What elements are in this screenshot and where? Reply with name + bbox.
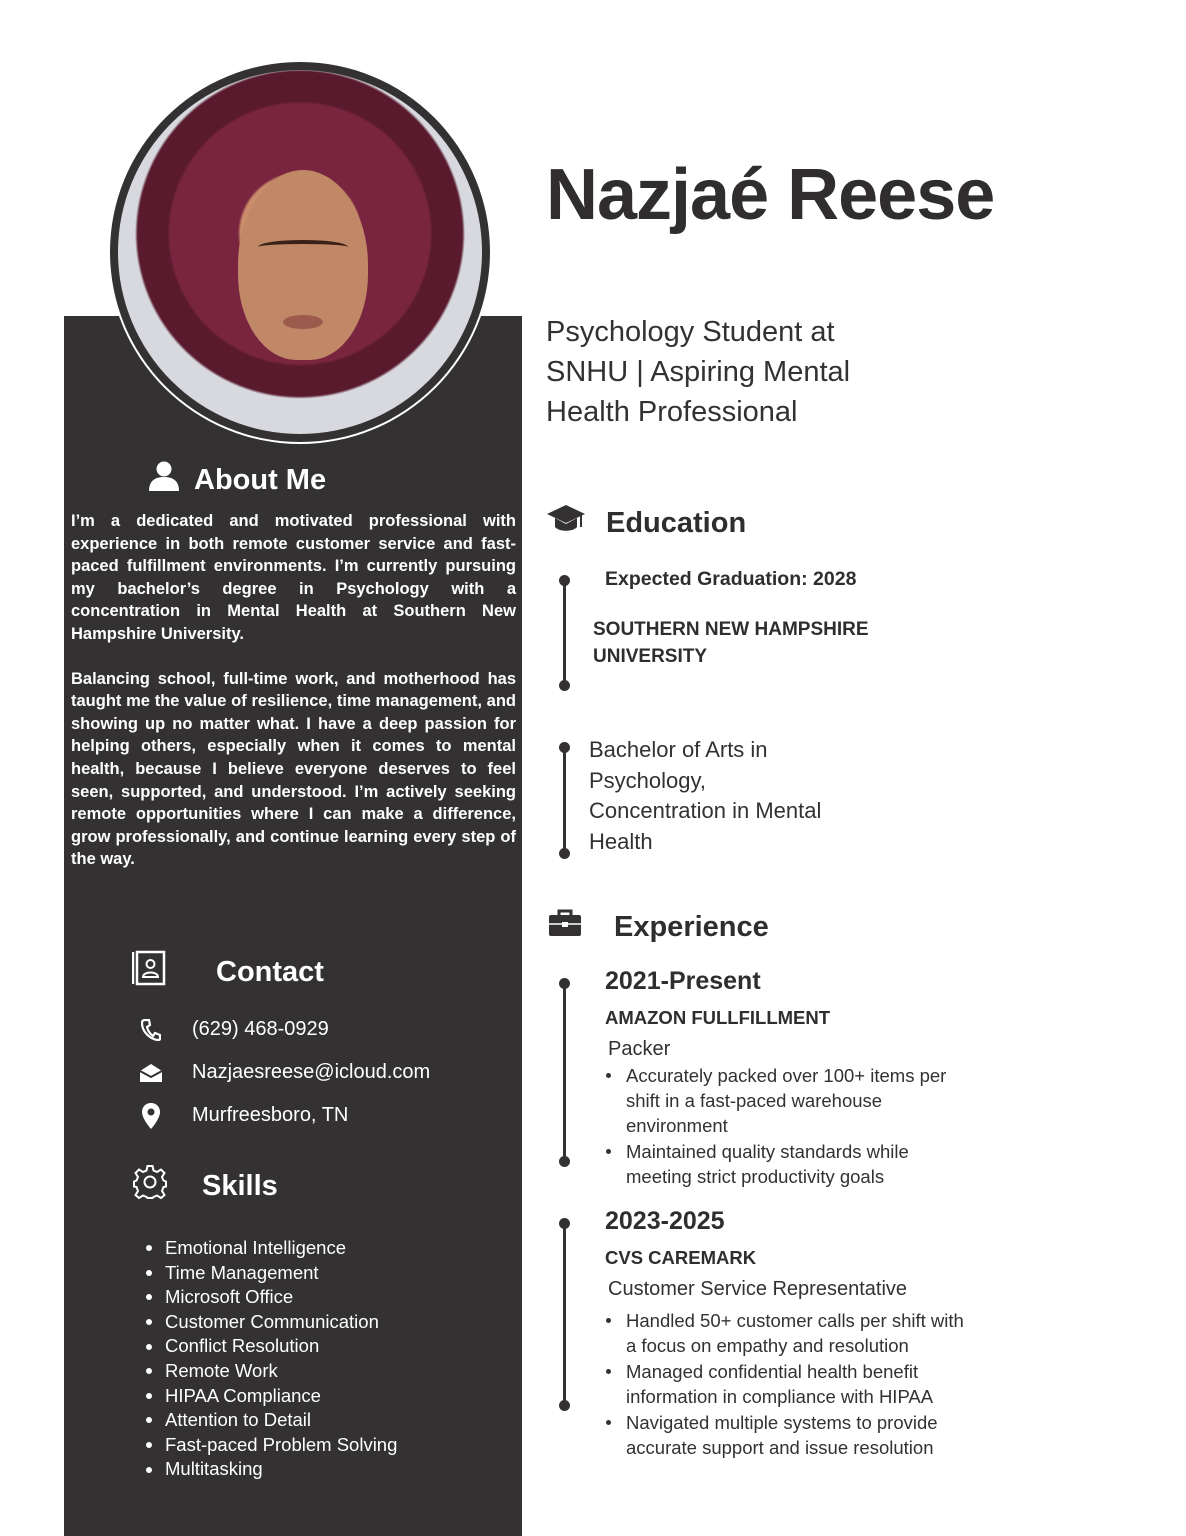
skill-item: Customer Communication [146,1310,397,1335]
contact-heading-label: Contact [216,955,324,988]
envelope-icon [136,1063,166,1083]
job-bullet: Handled 50+ customer calls per shift with a focus on empathy and resolution [606,1308,976,1358]
candidate-tagline: Psychology Student at SNHU | Aspiring Mental Health Professional [546,316,851,428]
timeline-dot [559,848,570,859]
contact-book-icon [132,950,166,994]
profile-photo-image [118,70,482,434]
about-paragraph-1: I’m a dedicated and motivated professional with experience in both remote customer service and fast-paced fulfillment environments. I’m currently pursuing my bachelor’s degree in Psychology with a concentration in Mental Health at Southern New Hampshire University. [71,512,516,643]
skill-item: Conflict Resolution [146,1334,397,1359]
about-heading [148,460,326,500]
education-graduation: Expected Graduation: 2028 [605,568,857,590]
skill-item: Remote Work [146,1359,397,1384]
contact-location: Murfreesboro, TN [192,1104,349,1126]
timeline-dot [559,1400,570,1411]
education-timeline-line-1 [563,580,566,685]
skills-heading-label: Skills [202,1169,278,1202]
contact-phone-row [136,1008,430,1051]
experience-heading-label: Experience [614,910,769,943]
skills-list [146,1236,397,1482]
about-paragraph-2: Balancing school, full-time work, and motherhood has taught me the value of resilience, time management, and showing up no matter what. I have a deep passion for helping others, especially when it comes to mental health, because I believe everyone deserves to feel seen, supported, and understood. I’m actively seeking remote opportunities where I can make a difference, grow professionally, and continue learning every step of the way. [71,669,516,869]
timeline-dot [559,1156,570,1167]
contact-phone[interactable]: (629) 468-0929 [192,1018,329,1040]
job-role: Packer [608,1038,671,1060]
timeline-dot [559,1218,570,1229]
contact-list [136,1008,430,1137]
experience-timeline-line-1 [563,984,566,1161]
job-bullet: Managed confidential health benefit information in compliance with HIPAA [606,1359,976,1409]
skills-heading [132,1166,278,1206]
candidate-name: Nazjaé Reese [546,155,995,235]
skill-item: Attention to Detail [146,1408,397,1433]
timeline-dot [559,575,570,586]
about-heading-label: About Me [194,463,327,496]
map-pin-icon [136,1102,166,1130]
skill-item: HIPAA Compliance [146,1384,397,1409]
gear-icon [132,1164,168,1208]
job-bullets [606,1063,976,1189]
job-bullet: Navigated multiple systems to provide accurate support and issue resolution [606,1410,976,1460]
job-role: Customer Service Representative [608,1278,908,1300]
job-company: AMAZON FULLFILLMENT [605,1007,831,1028]
timeline-dot [559,742,570,753]
job-bullet: Accurately packed over 100+ items per shift in a fast-paced warehouse environment [606,1063,976,1138]
skill-item: Fast-paced Problem Solving [146,1433,397,1458]
job-bullet: Maintained quality standards while meeting strict productivity goals [606,1139,976,1189]
contact-email[interactable]: Nazjaesreese@icloud.com [192,1061,431,1083]
skill-item: Multitasking [146,1457,397,1482]
job-company: CVS CAREMARK [605,1247,757,1268]
education-degree: Bachelor of Arts in Psychology, Concentration in Mental Health [589,737,822,854]
education-school: SOUTHERN NEW HAMPSHIRE UNIVERSITY [593,619,869,667]
experience-heading [548,906,769,948]
profile-photo [110,62,490,442]
contact-location-row [136,1094,430,1137]
education-heading [546,502,746,544]
timeline-dot [559,680,570,691]
briefcase-icon [548,909,582,945]
phone-icon [136,1019,166,1041]
job-dates: 2023-2025 [605,1207,725,1235]
skill-item: Time Management [146,1261,397,1286]
experience-timeline-line-2 [563,1224,566,1405]
contact-email-row [136,1051,430,1094]
skill-item: Emotional Intelligence [146,1236,397,1261]
education-heading-label: Education [606,506,747,539]
user-icon [148,460,180,500]
job-dates: 2021-Present [605,967,761,995]
about-text [71,510,516,893]
contact-heading [132,952,324,992]
graduation-cap-icon [546,503,586,543]
timeline-dot [559,978,570,989]
education-timeline-line-2 [563,748,566,853]
skill-item: Microsoft Office [146,1285,397,1310]
job-bullets [606,1308,976,1460]
